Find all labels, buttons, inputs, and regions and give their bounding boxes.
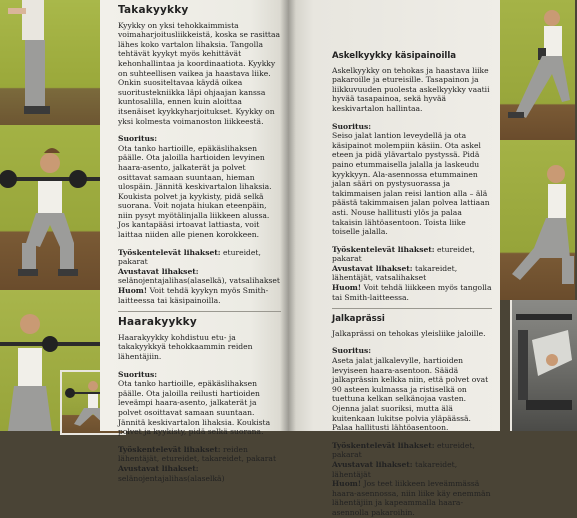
jalkaprassi-suoritus-title: Suoritus:: [332, 346, 372, 356]
jalkaprassi-assist: Avustavat lihakset: takareidet, lähentäjät: [332, 459, 458, 479]
photo-standing-woman: [0, 0, 100, 125]
photo-back-squat-woman: [0, 125, 100, 290]
takakyykky-title: Takakyykky: [118, 4, 189, 16]
askelkyykky-suoritus: Seiso jalat lantion leveydellä ja ota käsipainot molempiin käsiin. Ota askel eteen ja pidä ylävartalo pystyssä. Pidä paino etummaisella jalalla ja laskeudu kyykkyyn. Ala-asennossa etummainen jalan sääri on pystysuorassa ja takimmaisen jalan reisi lantion alla – älä päästä takimmaisen jalan polvea lattiaan asti. Nouse hallitusti ylös ja palaa takaisin lähtöasentoon. Toista liike toiselle jalalla.: [332, 131, 490, 237]
photo-lunge-woman: [500, 0, 575, 140]
haarakyykky-intro: Haarakyykky kohdistuu etu- ja takakyykkyä tehokkaammin reiden lähentäjiin.: [118, 332, 253, 361]
jalkaprassi-note: Huom! Jos teet liikkeen leveämmässä haara-asennossa, niin liike käy enemmän lähentäjiin ja kapeammalla haara-asennolla pakaroihin.: [332, 479, 491, 517]
book-gutter-shadow: [280, 0, 296, 431]
takakyykky-assist: Avustavat lihakset: selänojentajalihas(alaselkä), vatsalihakset: [118, 266, 280, 286]
photo-lunge-low-woman: [500, 140, 575, 300]
haarakyykky-suoritus: Ota tanko hartioille, epäkäslihaksen päälle. Ota jaloilla reilusti hartioiden leveämpi haara-asento, jalkaterät ja polvet osoittavat samaan suuntaan. Jännitä keskivartalon lihaksia. Koukista polvet ja kyykisty, pidä selkä suorana.: [118, 379, 271, 437]
haarakyykky-title: Haarakyykky: [118, 316, 197, 329]
jalkaprassi-suoritus: Aseta jalat jalkalevylle, hartioiden levyiseen haara-asentoon. Säädä jalkaprässin kelkka niin, että polvet ovat 90 asteen kulmassa ja ristiselkä on tuettuna kelkan selkänojaa vasten. Ojenna jalat suoriksi, mutta älä kuitenkaan lukitse polvia yläpäässä. Palaa hallitusti lähtöasentoon.: [332, 356, 489, 433]
haarakyykky-assist: Avustavat lihakset: selänojentajalihas(alaselkä): [118, 463, 225, 483]
right-text-column: [332, 52, 492, 518]
jalkaprassi-muscles: Työskentelevät lihakset: etureidet, pakarat: [332, 440, 475, 460]
haarakyykky-suoritus-title: Suoritus:: [118, 369, 158, 379]
haarakyykky-muscles: Työskentelevät lihakset: reiden lähentäjät, etureidet, takareidet, pakarat: [118, 444, 277, 464]
section-divider: [332, 308, 492, 309]
left-page: [100, 0, 288, 483]
section-divider: [118, 311, 281, 312]
askelkyykky-muscles: Työskentelevät lihakset: etureidet, pakarat: [332, 244, 475, 264]
askelkyykky-suoritus-title: Suoritus:: [332, 121, 372, 131]
takakyykky-intro: Kyykky on yksi tehokkaimmista voimaharjoitusliikkeistä, koska se rasittaa lähes koko vartalon lihaksia. Tangolla tehtävät kyykyt myös kehittävät kehonhallintaa ja koordinaatiota. Kyykky on suhteellisen vaikea ja haastava liike. Onkin suositeltavaa käydä oikea suoritustekniikka läpi ohjaajan kanssa kuntosalilla, ennen kuin aloittaa itsenäiset kyykkyharjoitukset. Kyykky on yksi kolmesta voimanoston liikkeestä.: [118, 20, 281, 126]
takakyykky-muscles: Työskentelevät lihakset: etureidet, pakarat: [118, 247, 261, 267]
photo-leg-press: [510, 300, 577, 431]
takakyykky-note: Huom! Voit tehdä kyykyn myös Smith-laitteessa tai käsipainoilla.: [118, 286, 269, 305]
askelkyykky-intro: Askelkyykky on tehokas ja haastava liike pakaroille ja etureisille. Tasapainon ja liikkuvuuden puolesta askelkyykky vaatii hyvää tasapainoa, sekä hyvää keskivartalon hallintaa.: [332, 65, 490, 113]
left-text-column: [118, 6, 281, 483]
askelkyykky-title: Askelkyykky käsipainoilla: [332, 51, 457, 61]
takakyykky-suoritus: Ota tanko hartioille, epäkäslihaksen päälle. Ota jaloilla hartioiden levyinen haara-asento, jalkaterät ja polvet osittavat samaan suuntaan, hieman ulospäin. Jännitä keskivartalon lihaksia. Koukista polvet ja kyykisty, pidä selkä suorana. Voit nojata hiukan eteenpäin, niin pysyt myötälinjalla liikkeen alussa. Jos kantapääsi irtoavat lattiasta, voit laittaa niiden alle pienen korokkeen.: [118, 143, 272, 240]
jalkaprassi-intro: Jalkaprässi on tehokas yleisliike jaloille.: [332, 328, 486, 338]
takakyykky-suoritus-title: Suoritus:: [118, 134, 158, 144]
jalkaprassi-title: Jalkaprässi: [332, 314, 385, 325]
askelkyykky-note: Huom! Voit tehdä liikkeen myös tangolla tai Smith-laitteessa.: [332, 283, 492, 302]
askelkyykky-assist: Avustavat lihakset: takareidet, lähentäjät, vatsalihakset: [332, 263, 458, 283]
right-page: [288, 0, 500, 517]
